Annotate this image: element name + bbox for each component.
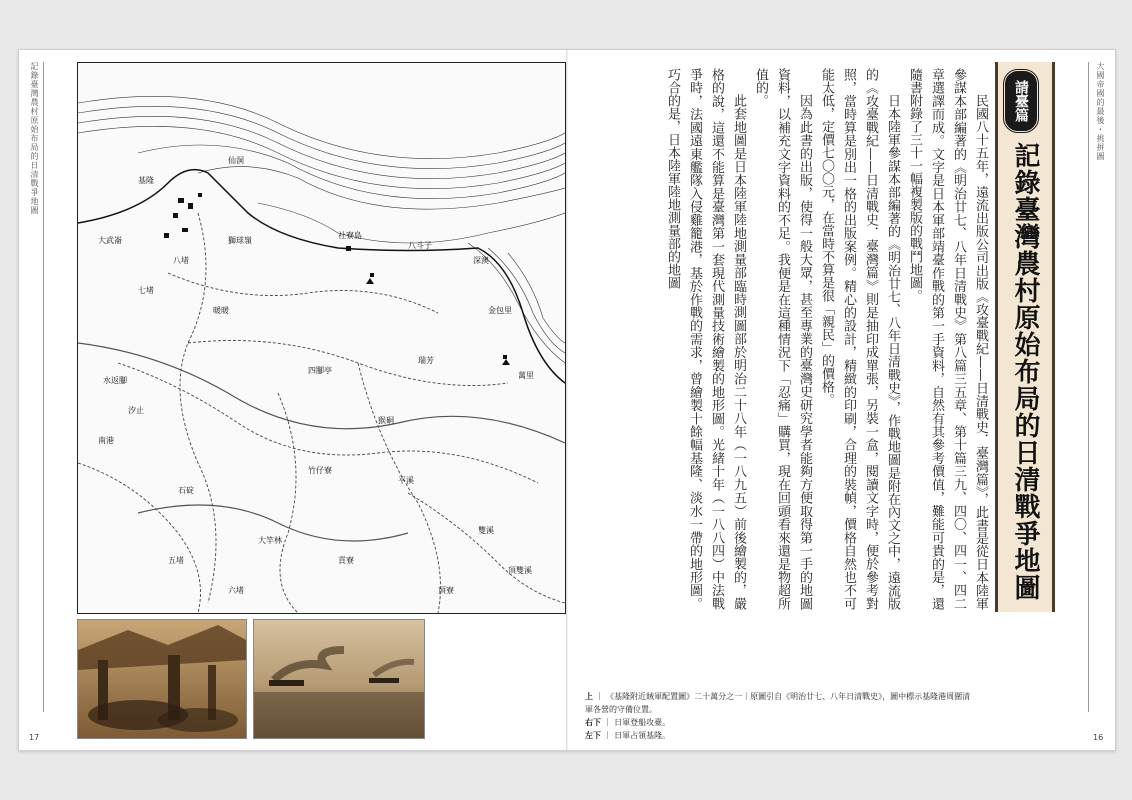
- caption-label: 上: [585, 692, 593, 701]
- roads: [78, 213, 565, 613]
- header-rule-left: [43, 62, 44, 712]
- map-label: 七堵: [138, 286, 154, 295]
- map-label: 社寮島: [338, 231, 362, 240]
- map-label: 平溪: [398, 476, 414, 485]
- paragraph: 此套地圖是日本陸軍陸地測量部臨時測圖部於明治二十八年（一八九五）前後繪製的，嚴格的說，這還不能算是臺灣第一套現代測量技術繪製的地形圖。光緒十年（一八八四）中法戰爭時，法國遠東艦隊入侵雞籠港，基於作戰的需求，曾繪製十餘幅基隆、淡水一帶的地形圖。巧合的是，日本陸軍陸地測量部的地圖: [665, 68, 746, 610]
- fort-markers: [366, 278, 510, 365]
- caption-bottom-right: 右下 ｜ 日軍登船攻臺。: [585, 718, 671, 727]
- map-label: 石碇: [178, 486, 194, 495]
- historical-map: [77, 62, 566, 614]
- map-label: 大武崙: [98, 236, 122, 245]
- caption-text: 日軍占領基隆。: [614, 731, 671, 740]
- paragraph: 日本陸軍參謀本部編著的《明治廿七、八年日清戰史》，作戰地圖是附在內文之中，遠流版的《攻臺戰紀——日清戰史．臺灣篇》則是抽印成單張，另裝一盒，閱讀文字時，便於參考對照，當時算是別出一格的出版案例。精心的設計，精緻的印刷，合理的裝幀，價格自然也不可能太低，定價七〇〇元，在當時不算是很「親民」的價格。: [819, 68, 900, 610]
- body-text: [641, 68, 991, 610]
- book-gutter: [566, 50, 568, 750]
- section-badge: 請臺篇: [1002, 68, 1040, 134]
- map-label: 瑞芳: [418, 356, 434, 365]
- map-label: 金包里: [488, 306, 512, 315]
- paragraph: 因為此書的出版，使得一般大眾，甚至專業的臺灣史研究學者能夠方便取得第一手的地圖資料，以補充文字資料的不足。我便是在這種情況下「忍痛」購買，現在回頭看來還是物超所值的。: [753, 68, 812, 610]
- map-label: 頂雙溪: [508, 566, 532, 575]
- coastline: [78, 170, 565, 383]
- caption-text: 《基隆附近賊軍配置圖》二十萬分之一｜原圖引自《明治廿七、八年日清戰史》，圖中標示基隆港周圍清軍各營的守備位置。: [585, 692, 971, 714]
- map-label: 竹仔寮: [308, 466, 332, 475]
- map-label: 四腳亭: [308, 366, 332, 375]
- sepia-photo-2: [254, 620, 424, 738]
- map-label: 八堵: [173, 256, 189, 265]
- map-label: 汐止: [128, 406, 144, 415]
- map-label: 仙洞: [228, 156, 244, 165]
- book-spread: [18, 49, 1116, 751]
- map-label: 猴硐: [378, 416, 394, 425]
- sepia-photo-1: [78, 620, 246, 738]
- map-label: 八斗子: [408, 241, 432, 250]
- chapter-title: 記錄臺灣農村原始布局的日清戰爭地圖: [1010, 142, 1040, 601]
- sea-contours: [78, 96, 565, 363]
- figure-captions: [585, 690, 975, 742]
- map-label: 深澳: [473, 256, 489, 265]
- map-label: 基隆: [138, 176, 154, 185]
- running-header-right: 大國帝國的最後・挑拼圖: [1096, 62, 1105, 161]
- header-rule-right: [1088, 62, 1089, 712]
- map-label: 獅球嶺: [228, 236, 252, 245]
- caption-text: 日軍登船攻臺。: [614, 718, 671, 727]
- map-label: 南港: [98, 436, 114, 445]
- map-label: 五堵: [168, 556, 184, 565]
- map-label: 水返腳: [103, 376, 127, 385]
- caption-bottom-left: 左下 ｜ 日軍占領基隆。: [585, 731, 671, 740]
- map-label: 大竿林: [258, 536, 282, 545]
- caption-top: 上 ｜ 《基隆附近賊軍配置圖》二十萬分之一｜原圖引自《明治廿七、八年日清戰史》，圖中標示基隆港周圍清軍各營的守備位置。: [585, 692, 971, 714]
- map-label: 暖暖: [213, 306, 229, 315]
- map-label: 六堵: [228, 586, 244, 595]
- caption-label: 左下: [585, 731, 601, 740]
- map-label: 頂寮: [438, 586, 454, 595]
- caption-label: 右下: [585, 718, 601, 727]
- map-label: 萬里: [518, 371, 534, 380]
- page-number-right: 16: [1093, 733, 1104, 742]
- map-drawing: [78, 63, 565, 613]
- photo-japanese-board-ships: [253, 619, 425, 739]
- map-label: 貢寮: [338, 556, 354, 565]
- photo-japanese-occupy-keelung: [77, 619, 247, 739]
- page-number-left: 17: [29, 733, 40, 742]
- town-blocks: [164, 193, 507, 359]
- map-label: 雙溪: [478, 526, 494, 535]
- paragraph: 民國八十五年，遠流出版公司出版《攻臺戰紀——日清戰史．臺灣篇》，此書是從日本陸軍參謀本部編著的《明治廿七、八年日清戰史》第八篇三五章、第十篇三九、四〇、四一、四二章選譯而成。文字是日本軍部靖臺作戰的第一手資料，自然有其參考價值，難能可貴的是，還隨書附錄了三十一幅複製版的戰鬥地圖。: [907, 68, 988, 610]
- running-header-left: 記錄臺灣農村原始布局的日清戰爭地圖: [30, 62, 39, 215]
